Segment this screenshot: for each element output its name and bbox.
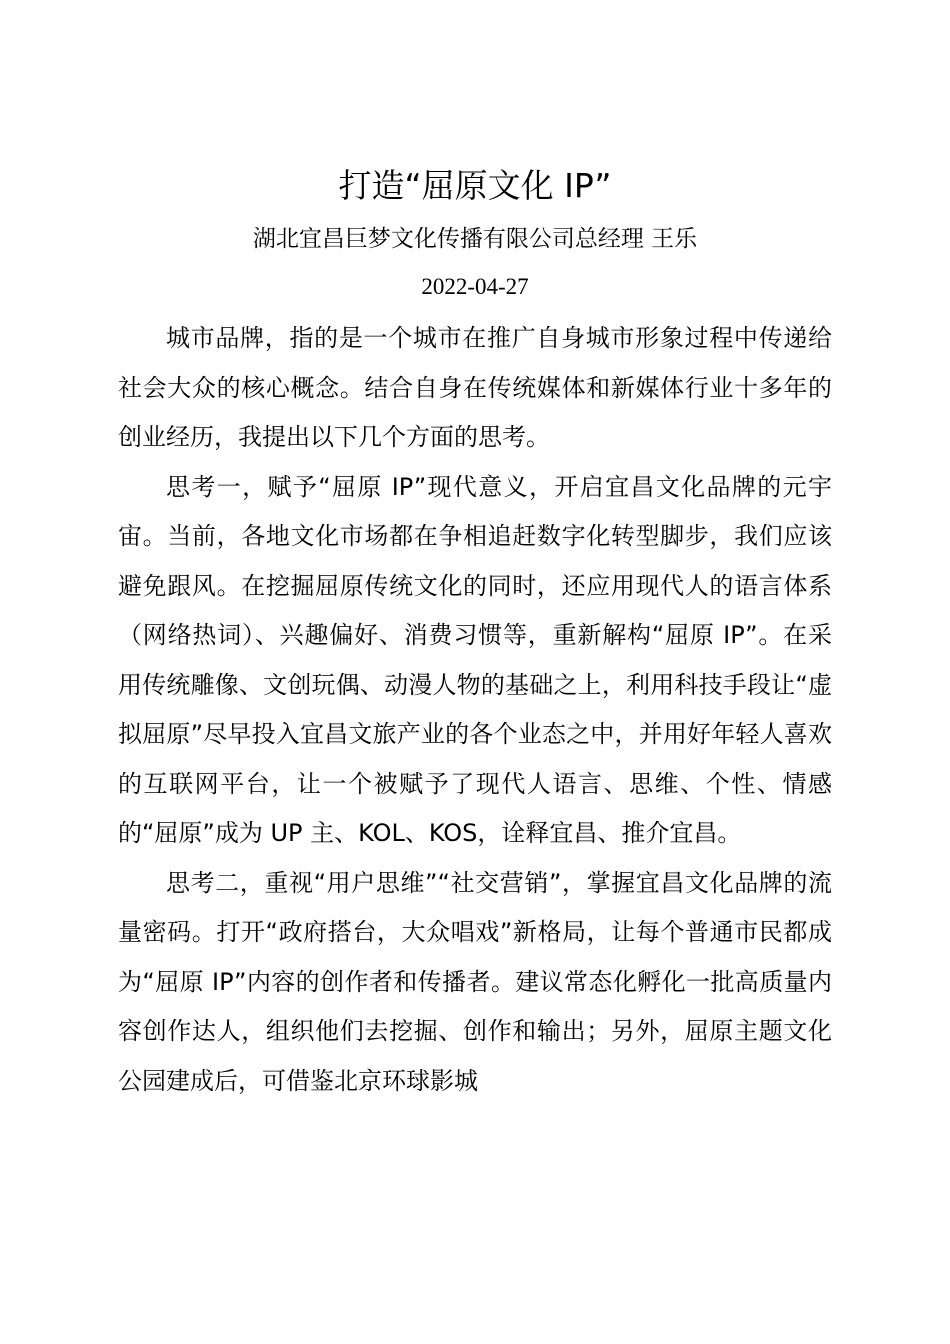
article-date: 2022-04-27 [421, 274, 529, 299]
article-author: 湖北宜昌巨梦文化传播有限公司总经理 王乐 [252, 226, 698, 252]
article-title: 打造“屈原文化 IP” [338, 166, 612, 205]
paragraph-thought-one: 思考一，赋予“屈原 IP”现代意义，开启宜昌文化品牌的元宇宙。当前，各地文化市场都在争相追赶数字化转型脚步，我们应该避免跟风。在挖掘屈原传统文化的同时，还应用现代人的语言体系（网络热词）、兴趣偏好、消费习惯等，重新解构“屈原 IP”。在采用传统雕像、文创玩偶、动漫人物的基础之上，利用科技手段让“虚拟屈原”尽早投入宜昌文旅产业的各个业态之中，并用好年轻人喜欢的互联网平台，让一个被赋予了现代人语言、思维、个性、情感的“屈原”成为 UP 主、KOL、KOS，诠释宜昌、推介宜昌。 [118, 472, 832, 847]
paragraph-thought-two: 思考二，重视“用户思维”“社交营销”，掌握宜昌文化品牌的流量密码。打开“政府搭台，大众唱戏”新格局，让每个普通市民都成为“屈原 IP”内容的创作者和传播者。建议常态化孵化一批高质量内容创作达人，组织他们去挖掘、创作和输出；另外，屈原主题文化公园建成后，可借鉴北京环球影城 [118, 868, 832, 1095]
paragraph-intro: 城市品牌，指的是一个城市在推广自身城市形象过程中传递给社会大众的核心概念。结合自身在传统媒体和新媒体行业十多年的创业经历，我提出以下几个方面的思考。 [118, 324, 832, 451]
article-body [118, 314, 832, 1106]
